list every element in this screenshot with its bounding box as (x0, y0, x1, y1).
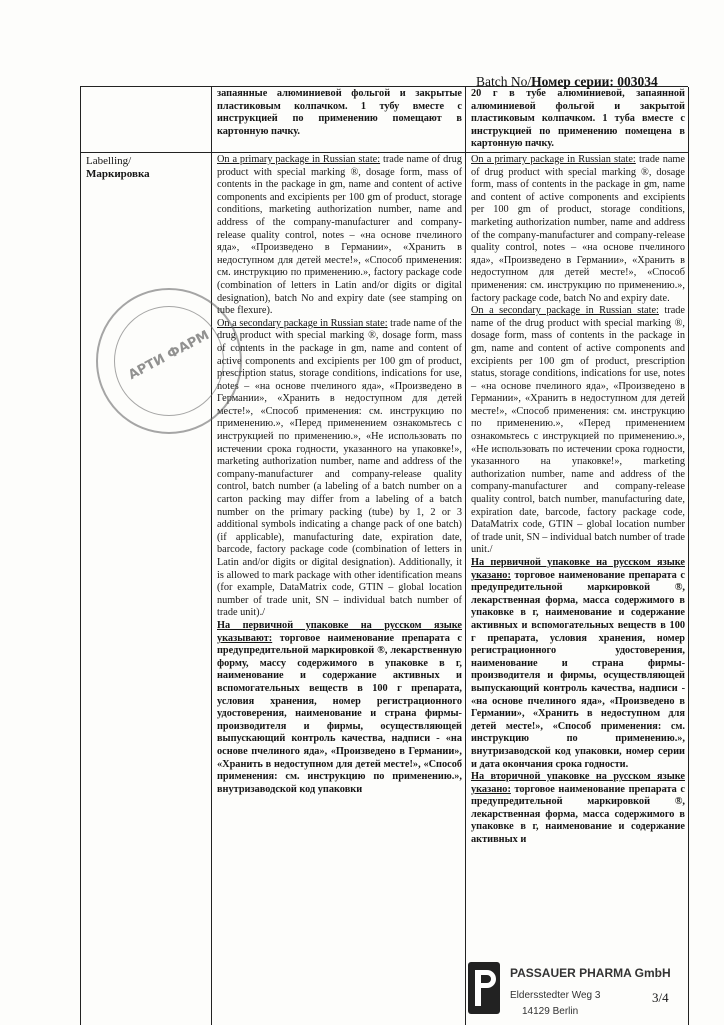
primary-package-en-text: trade name of drug product with special marking ®, dosage form, mass of contents in the package in gm, name and content of active components and excipients per 100 gm of product, storage conditions, marketing authorization number, name and address of the company-manufacturer and company-release quality control, notes – «на основе пчелиного яда», «Произведено в Германии», «Хранить в недоступном для детей месте!», «Способ применения: см. инструкцию по применению.», factory package code (combination of letters in Latin and/or digits or digital designation), batch No and expiry date (see stamping on tube flexure). (217, 154, 462, 317)
primary-package-en-approved-text: trade name of drug product with special marking ®, dosage form, mass of contents in the package in gm, name and content of active components and excipients per 100 gm of product, storage conditions, marketing authorization number, name and address of the company-manufacturer and company-release quality control, notes – «на основе пчелиного яда», «Произведено в Германии», «Хранить в недоступном для детей месте!», «Способ применения: см. инструкцию по применению.», factory package code, batch No and expiry date. (471, 154, 685, 304)
primary-package-ru (217, 620, 462, 796)
secondary-package-en-approved-heading: On a secondary package in Russian state: (471, 305, 659, 317)
labelling-approved-column (466, 153, 689, 1025)
secondary-package-en-approved (471, 305, 685, 557)
primary-package-en-approved (471, 154, 685, 305)
secondary-package-ru-approved (471, 771, 685, 847)
packaging-text-ru: запаянные алюминиевой фольгой и закрытые пластиковым колпачком. 1 тубу вместе с инструкцией по применению помещают в картонную пачку. (212, 87, 466, 153)
primary-package-en (217, 154, 462, 318)
batch-label-ru: Номер серии: (531, 74, 614, 89)
footer-company: PASSAUER PHARMA GmbH (510, 966, 671, 980)
primary-package-ru-heading: На первичной упаковке на русском языке указывают: (217, 619, 462, 644)
batch-label-en: Batch No/ (476, 74, 532, 89)
page-number: 3/4 (652, 990, 669, 1005)
secondary-package-en-text: trade name of the drug product with special marking ®, dosage form, mass of contents in the package in gm, name and content of active components and excipients per 100 gm of product, prescription status, storage conditions, indications for use, notes – «на основе пчелиного яда», «Произведено в Германии», «Хранить в недоступном для детей месте!», «Способ применения: см. инструкцию по применению.», «Перед применением ознакомьтесь с инструкцией по применению.», «Не использовать по истечении срока годности, указанного на упаковке!», marketing authorization number, name and address of the company-manufacturer and company-release quality control, batch number (a labeling of a batch number on a carton packing may differ from a labeling of a batch number on the primary packing (tube) by 1, 2 or 3 additional symbols indicating a change pack of one batch) (if applicable), manufacturing date, expiration date, barcode, factory package code (combination of letters in Latin and/or digits or digital designation). Additionally, it is allowed to mark package with other identification means (for example, DataMatrix code, GTIN – global location number of trade unit, SN – individual batch number of trade unit)./ (217, 317, 462, 619)
secondary-package-ru-approved-heading: На вторичной упаковке на русском языке указано: (471, 771, 685, 795)
primary-package-en-approved-heading: On a primary package in Russian state: (471, 154, 636, 165)
secondary-package-en-approved-text: trade name of the drug product with special marking ®, dosage form, mass of contents in the package in gm, name and content of active components and excipients per 100 gm of product, prescription status, storage conditions, indications for use, notes – «на основе пчелиного яда», «Произведено в Германии», «Хранить в недоступном для детей месте!», «Способ применения: см. инструкцию по применению.», «Перед применением ознакомьтесь с инструкцией по применению.», «Не использовать по истечении срока годности, указанного на упаковке!», marketing authorization number, name and address of the company-manufacturer and company-release quality control, batch number, manufacturing date, expiration date, barcode, factory package code, DataMatrix code, GTIN – global location number of trade unit, SN – individual batch number of trade unit./ (471, 305, 685, 556)
row-label-empty (81, 87, 212, 153)
secondary-package-ru-approved-text: торговое наименование препарата с предупредительной маркировкой ®, лекарственная форма, масса содержимого в упаковке в г, наименование и содержание активных и (471, 783, 685, 846)
document-table (80, 86, 688, 1025)
footer-address-line2: 14129 Berlin (522, 1006, 579, 1017)
secondary-package-en-heading: On a secondary package in Russian state: (217, 317, 388, 329)
secondary-package-en (217, 318, 462, 620)
primary-package-ru-text: торговое наименование препарата с предупредительной маркировкой ®, лекарственную форму, массу содержимого в упаковке в г, наименование и содержание активных и вспомогательных веществ в 100 г препарата, условия хранения, номер регистрационного удостоверения, наименование и страна фирмы-производителя и фирмы, осуществляющей выпускающий контроль качества, надписи - «на основе пчелиного яда», «Произведено в Германии», «Хранить в недоступном для детей месте!», «Способ применения: см. инструкцию по применению.», внутризаводской код упаковки (217, 632, 462, 795)
packaging-approved-text-ru: 20 г в тубе алюминиевой, запаянной алюминиевой фольгой и закрытой пластиковым колпачком. 1 туба вместе с инструкцией по применению помещена в картонную пачку. (466, 87, 689, 153)
footer-address-line1: Eldersstedter Weg 3 (510, 990, 601, 1001)
primary-package-ru-approved-text: торговое наименование препарата с предупредительной маркировкой ®, лекарственная форма, масса содержимого в упаковке в г, наименование и содержание активных и вспомогательных веществ в 100 г препарата, условия хранения, номер регистрационного удостоверения, наименование и страна фирмы-производителя и фирмы, осуществляющей выпускающий контроль качества, надписи - «на основе пчелиного яда», «Произведено в Германии», «Хранить в недоступном для детей месте!», «Способ применения: см. инструкцию по применению.», внутризаводской код упаковки, номер серии и дата окончания срока годности. (471, 569, 685, 770)
primary-package-ru-approved-heading: На первичной упаковке на русском языке указано: (471, 557, 685, 581)
labelling-source-column (212, 153, 466, 1025)
labelling-row-label (81, 153, 212, 1025)
table-row-packaging (80, 87, 688, 153)
passauer-logo-icon (466, 958, 502, 1018)
stamp-name: АРТИ ФАРМ (126, 327, 212, 384)
label-ru: Маркировка (86, 168, 150, 180)
batch-value: 003034 (617, 74, 658, 89)
primary-package-ru-approved (471, 557, 685, 771)
primary-package-en-heading: On a primary package in Russian state: (217, 154, 381, 165)
table-row-labelling (80, 153, 688, 1025)
label-en: Labelling/ (86, 155, 132, 167)
